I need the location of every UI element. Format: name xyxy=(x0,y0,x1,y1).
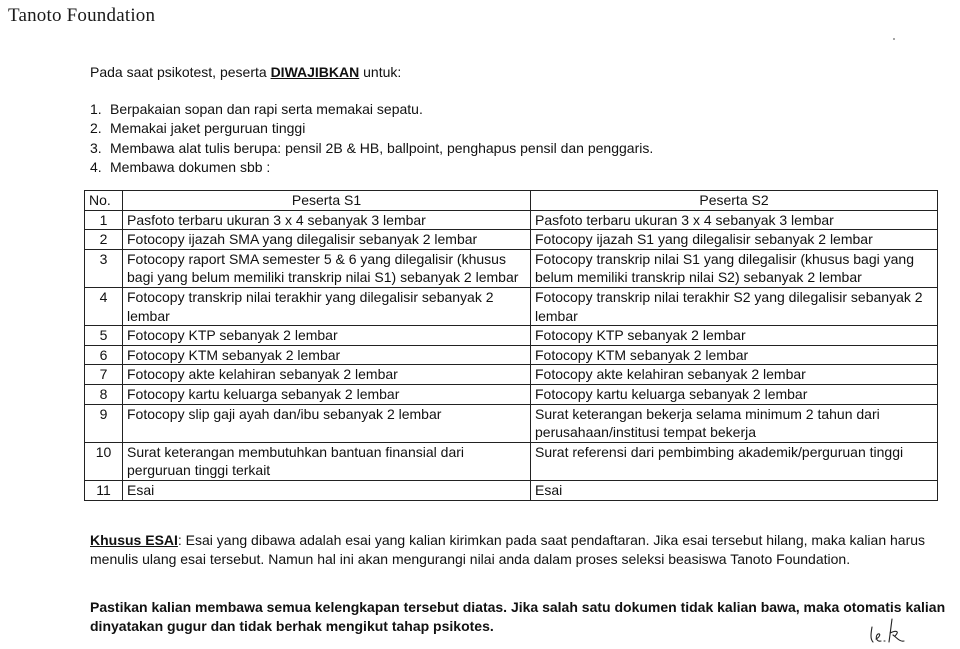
intro-prefix: Pada saat psikotest, peserta xyxy=(90,64,271,80)
s2-cell: Fotocopy KTM sebanyak 2 lembar xyxy=(531,345,938,365)
requirement-item xyxy=(90,100,653,119)
requirement-text: Membawa dokumen sbb : xyxy=(110,158,271,175)
s1-cell: Fotocopy kartu keluarga sebanyak 2 lembar xyxy=(123,384,531,404)
table-row xyxy=(85,345,938,365)
requirement-number: 2. xyxy=(90,120,102,137)
s2-cell: Surat referensi dari pembimbing akademik/perguruan tinggi xyxy=(531,442,938,480)
s2-cell: Fotocopy transkrip nilai terakhir S2 yang dilegalisir sebanyak 2 lembar xyxy=(531,287,938,325)
table-row xyxy=(85,480,938,500)
row-number: 10 xyxy=(85,442,123,480)
row-number: 9 xyxy=(85,404,123,442)
essay-note xyxy=(90,531,942,569)
table-row xyxy=(85,230,938,250)
s1-cell: Fotocopy raport SMA semester 5 & 6 yang dilegalisir (khusus bagi yang belum memiliki transkrip nilai S1) sebanyak 2 lembar xyxy=(123,249,531,287)
table-row xyxy=(85,326,938,346)
s1-cell: Fotocopy transkrip nilai terakhir yang dilegalisir sebanyak 2 lembar xyxy=(123,287,531,325)
row-number: 5 xyxy=(85,326,123,346)
s2-cell: Fotocopy ijazah S1 yang dilegalisir sebanyak 2 lembar xyxy=(531,230,938,250)
header-s1: Peserta S1 xyxy=(123,191,531,211)
s2-cell: Pasfoto terbaru ukuran 3 x 4 sebanyak 3 lembar xyxy=(531,210,938,230)
requirement-text: Memakai jaket perguruan tinggi xyxy=(110,120,306,137)
s2-cell: Esai xyxy=(531,480,938,500)
header-no: No. xyxy=(85,191,123,211)
table-row xyxy=(85,287,938,325)
s2-cell: Fotocopy KTP sebanyak 2 lembar xyxy=(531,326,938,346)
s1-cell: Fotocopy KTP sebanyak 2 lembar xyxy=(123,326,531,346)
row-number: 1 xyxy=(85,210,123,230)
table-row xyxy=(85,442,938,480)
requirement-number: 4. xyxy=(90,158,102,175)
row-number: 2 xyxy=(85,230,123,250)
s1-cell: Fotocopy slip gaji ayah dan/ibu sebanyak 2 lembar xyxy=(123,404,531,442)
s2-cell: Fotocopy kartu keluarga sebanyak 2 lembar xyxy=(531,384,938,404)
row-number: 3 xyxy=(85,249,123,287)
s1-cell: Esai xyxy=(123,480,531,500)
row-number: 11 xyxy=(85,480,123,500)
header-s2: Peserta S2 xyxy=(531,191,938,211)
row-number: 7 xyxy=(85,365,123,385)
table-row xyxy=(85,249,938,287)
row-number: 8 xyxy=(85,384,123,404)
warning-text: Pastikan kalian membawa semua kelengkapan tersebut diatas. Jika salah satu dokumen tidak kalian bawa, maka otomatis kalian dinyatakan gugur dan tidak berhak mengikut tahap psikotes. xyxy=(90,599,946,634)
row-number: 6 xyxy=(85,345,123,365)
s1-cell: Fotocopy akte kelahiran sebanyak 2 lembar xyxy=(123,365,531,385)
requirements-list xyxy=(90,100,653,177)
table-header-row xyxy=(85,191,938,211)
scan-speck xyxy=(893,38,895,40)
s1-cell: Fotocopy KTM sebanyak 2 lembar xyxy=(123,345,531,365)
row-number: 4 xyxy=(85,287,123,325)
requirement-item xyxy=(90,139,653,158)
requirement-item xyxy=(90,119,653,138)
s1-cell: Surat keterangan membutuhkan bantuan finansial dari perguruan tinggi terkait xyxy=(123,442,531,480)
table-row xyxy=(85,384,938,404)
s1-cell: Pasfoto terbaru ukuran 3 x 4 sebanyak 3 lembar xyxy=(123,210,531,230)
s2-cell: Fotocopy transkrip nilai S1 yang dilegalisir (khusus bagi yang belum memiliki transkrip nilai S2) sebanyak 2 lembar xyxy=(531,249,938,287)
intro-emphasis: DIWAJIBKAN xyxy=(270,64,360,80)
essay-note-label: Khusus ESAI xyxy=(90,532,178,548)
requirement-text: Membawa alat tulis berupa: pensil 2B & HB, ballpoint, penghapus pensil dan penggaris. xyxy=(110,139,654,156)
requirement-number: 1. xyxy=(90,101,102,117)
s2-cell: Fotocopy akte kelahiran sebanyak 2 lembar xyxy=(531,365,938,385)
requirement-item xyxy=(90,158,653,177)
documents-table xyxy=(84,190,938,501)
essay-note-text: : Esai yang dibawa adalah esai yang kalian kirimkan pada saat pendaftaran. Jika esai tersebut hilang, maka kalian harus menulis ulang esai tersebut. Namun hal ini akan mengurangi nilai anda dalam proses seleksi beasiswa Tanoto Foundation. xyxy=(90,532,926,567)
organization-header: Tanoto Foundation xyxy=(8,5,156,26)
intro-line xyxy=(90,64,401,80)
requirement-text: Berpakaian sopan dan rapi serta memakai sepatu. xyxy=(110,101,423,117)
s1-cell: Fotocopy ijazah SMA yang dilegalisir sebanyak 2 lembar xyxy=(123,230,531,250)
table-row xyxy=(85,365,938,385)
handwritten-signature xyxy=(866,615,918,649)
table-row xyxy=(85,210,938,230)
table-row xyxy=(85,404,938,442)
s2-cell: Surat keterangan bekerja selama minimum 2 tahun dari perusahaan/institusi tempat bekerja xyxy=(531,404,938,442)
intro-suffix: untuk: xyxy=(359,64,402,80)
requirement-number: 3. xyxy=(90,139,102,156)
